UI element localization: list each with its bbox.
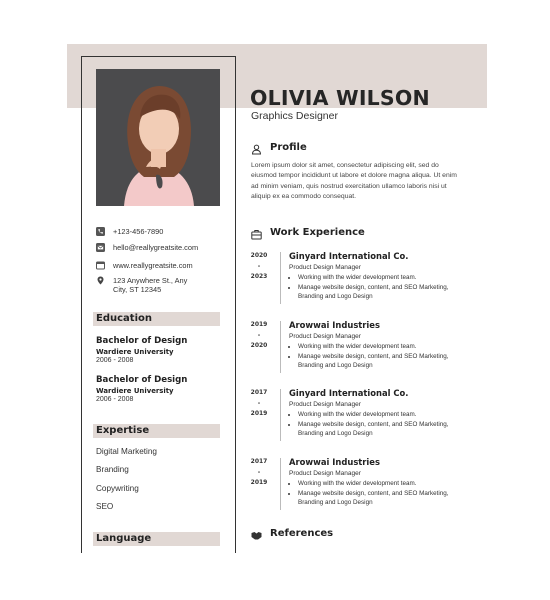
briefcase-icon [251,227,262,238]
work-bullets: • Working with the wider development team. • Manage website design, content, and SEO Marketing, Branding and Logo Design [289,479,468,508]
education-heading: Education [96,313,152,324]
profile-heading: Profile [270,142,307,153]
profile-photo [96,69,220,206]
location-icon [96,276,105,285]
expertise-item: SEO [96,502,114,511]
work-dates: 2017 - 2019 [250,389,268,417]
education-school: Wardiere University [96,387,174,395]
contact-email: hello@reallygreatsite.com [96,243,198,252]
role-title: Product Design Manager [289,333,361,340]
work-dates: 2019 - 2020 [250,321,268,349]
job-title: Graphics Designer [251,110,338,122]
website-icon [96,261,105,270]
company-name: Arowwai Industries [289,457,380,467]
timeline-divider [280,458,281,510]
person-name: OLIVIA WILSON [250,86,430,110]
work-dates: 2017 - 2019 [250,458,268,486]
education-degree: Bachelor of Design [96,375,188,385]
work-dates: 2020 - 2023 [250,252,268,280]
timeline-divider [280,321,281,373]
company-name: Arowwai Industries [289,320,380,330]
work-bullets: • Working with the wider development team. • Manage website design, content, and SEO Marketing, Branding and Logo Design [289,273,468,302]
user-icon [251,142,262,153]
role-title: Product Design Manager [289,401,361,408]
timeline-divider [280,389,281,441]
language-heading: Language [96,533,152,544]
handshake-icon [251,528,262,539]
profile-summary: Lorem ipsum dolor sit amet, consectetur adipiscing elit, sed do eiusmod tempor incididunt ut labore et dolore magna aliqua. Ut enim ad minim veniam, quis nostrud exercitation ullamco laboris nisi ut aliquip ex ea commodo consequat. [251,162,457,201]
contact-phone: +123-456-7890 [96,227,163,236]
education-years: 2006 - 2008 [96,357,134,364]
company-name: Ginyard International Co. [289,251,409,261]
role-title: Product Design Manager [289,264,361,271]
education-years: 2006 - 2008 [96,396,134,403]
contact-address: 123 Anywhere St., Any City, ST 12345 [96,276,203,294]
expertise-heading: Expertise [96,425,150,436]
phone-icon [96,227,105,236]
contact-website: www.reallygreatsite.com [96,261,193,270]
education-school: Wardiere University [96,348,174,356]
expertise-item: Branding [96,465,129,474]
timeline-divider [280,252,281,304]
email-icon [96,243,105,252]
role-title: Product Design Manager [289,470,361,477]
work-bullets: • Working with the wider development team. • Manage website design, content, and SEO Marketing, Branding and Logo Design [289,410,468,439]
work-experience-heading: Work Experience [270,227,365,238]
education-degree: Bachelor of Design [96,336,188,346]
expertise-item: Copywriting [96,484,139,493]
references-heading: References [270,528,334,539]
work-bullets: • Working with the wider development team. • Manage website design, content, and SEO Marketing, Branding and Logo Design [289,342,468,371]
company-name: Ginyard International Co. [289,388,409,398]
expertise-item: Digital Marketing [96,447,157,456]
